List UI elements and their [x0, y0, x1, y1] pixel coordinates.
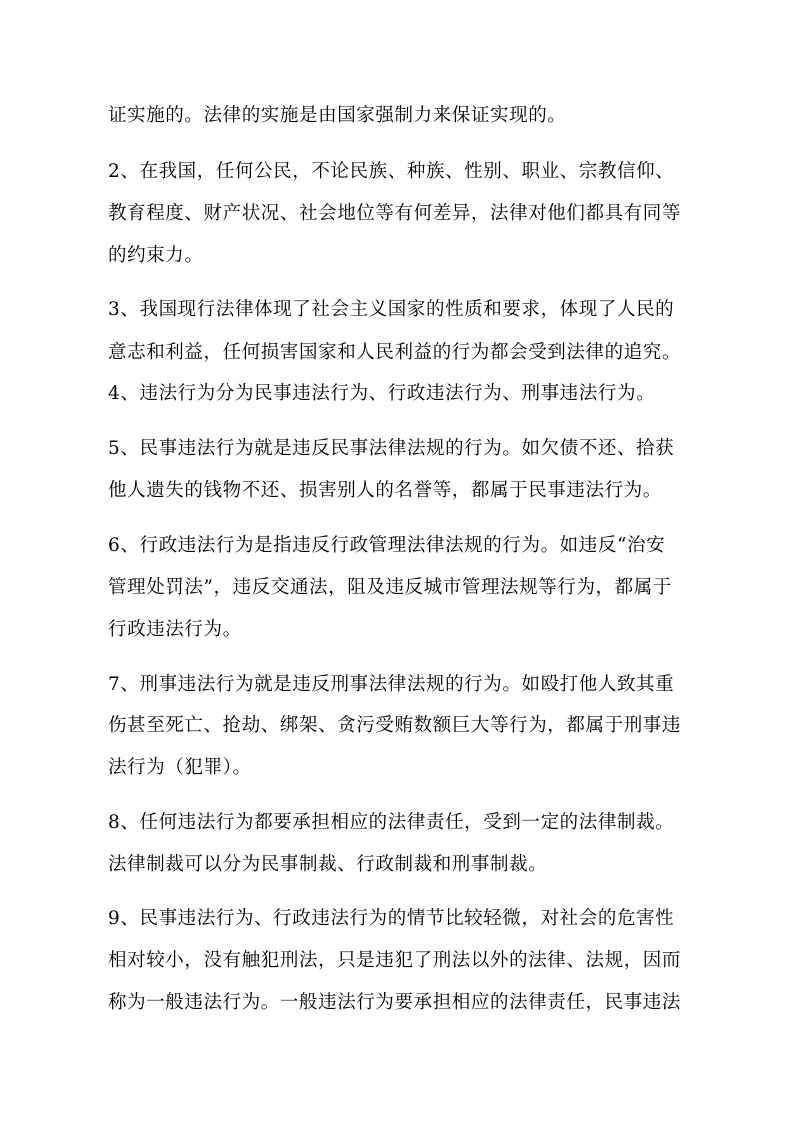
text-line: 4、违法行为分为民事违法行为、行政违法行为、刑事违法行为。 [108, 383, 656, 404]
text-line: 6、行政违法行为是指违反行政管理法律法规的行为。如违反“治安 [108, 535, 666, 556]
text-line: 称为一般违法行为。一般违法行为要承担相应的法律责任，民事违法 [108, 992, 682, 1013]
text-line: 9、民事违法行为、行政违法行为的情节比较轻微，对社会的危害性 [108, 908, 675, 929]
text-line: 8、任何违法行为都要承担相应的法律责任，受到一定的法律制裁。 [108, 812, 675, 833]
text-line: 教育程度、财产状况、社会地位等有何差异，法律对他们都具有同等 [108, 203, 682, 224]
text-line: 3、我国现行法律体现了社会主义国家的性质和要求，体现了人民的 [108, 299, 675, 320]
text-line: 伤甚至死亡、抢劫、绑架、贪污受贿数额巨大等行为，都属于刑事违 [108, 715, 682, 736]
text-line: 行政违法行为。 [108, 619, 242, 640]
text-line: 5、民事违法行为就是违反民事法律法规的行为。如欠债不还、拾获 [108, 438, 675, 459]
text-line: 的约束力。 [108, 245, 204, 266]
text-line: 相对较小，没有触犯刑法，只是违犯了刑法以外的法律、法规，因而 [108, 950, 682, 971]
text-line: 法行为（犯罪）。 [108, 757, 252, 778]
text-line: 2、在我国，任何公民，不论民族、种族、性别、职业、宗教信仰、 [108, 161, 675, 182]
text-line: 法律制裁可以分为民事制裁、行政制裁和刑事制裁。 [108, 854, 548, 875]
text-line: 证实施的。法律的实施是由国家强制力来保证实现的。 [108, 105, 567, 126]
text-line: 他人遗失的钱物不还、损害别人的名誉等，都属于民事违法行为。 [108, 480, 662, 501]
text-line: 意志和利益，任何损害国家和人民利益的行为都会受到法律的追究。 [108, 342, 682, 363]
text-line: 7、刑事违法行为就是违反刑事法律法规的行为。如殴打他人致其重 [108, 674, 675, 695]
text-line: 管理处罚法”，违反交通法，阻及违反城市管理法规等行为，都属于 [108, 577, 672, 598]
